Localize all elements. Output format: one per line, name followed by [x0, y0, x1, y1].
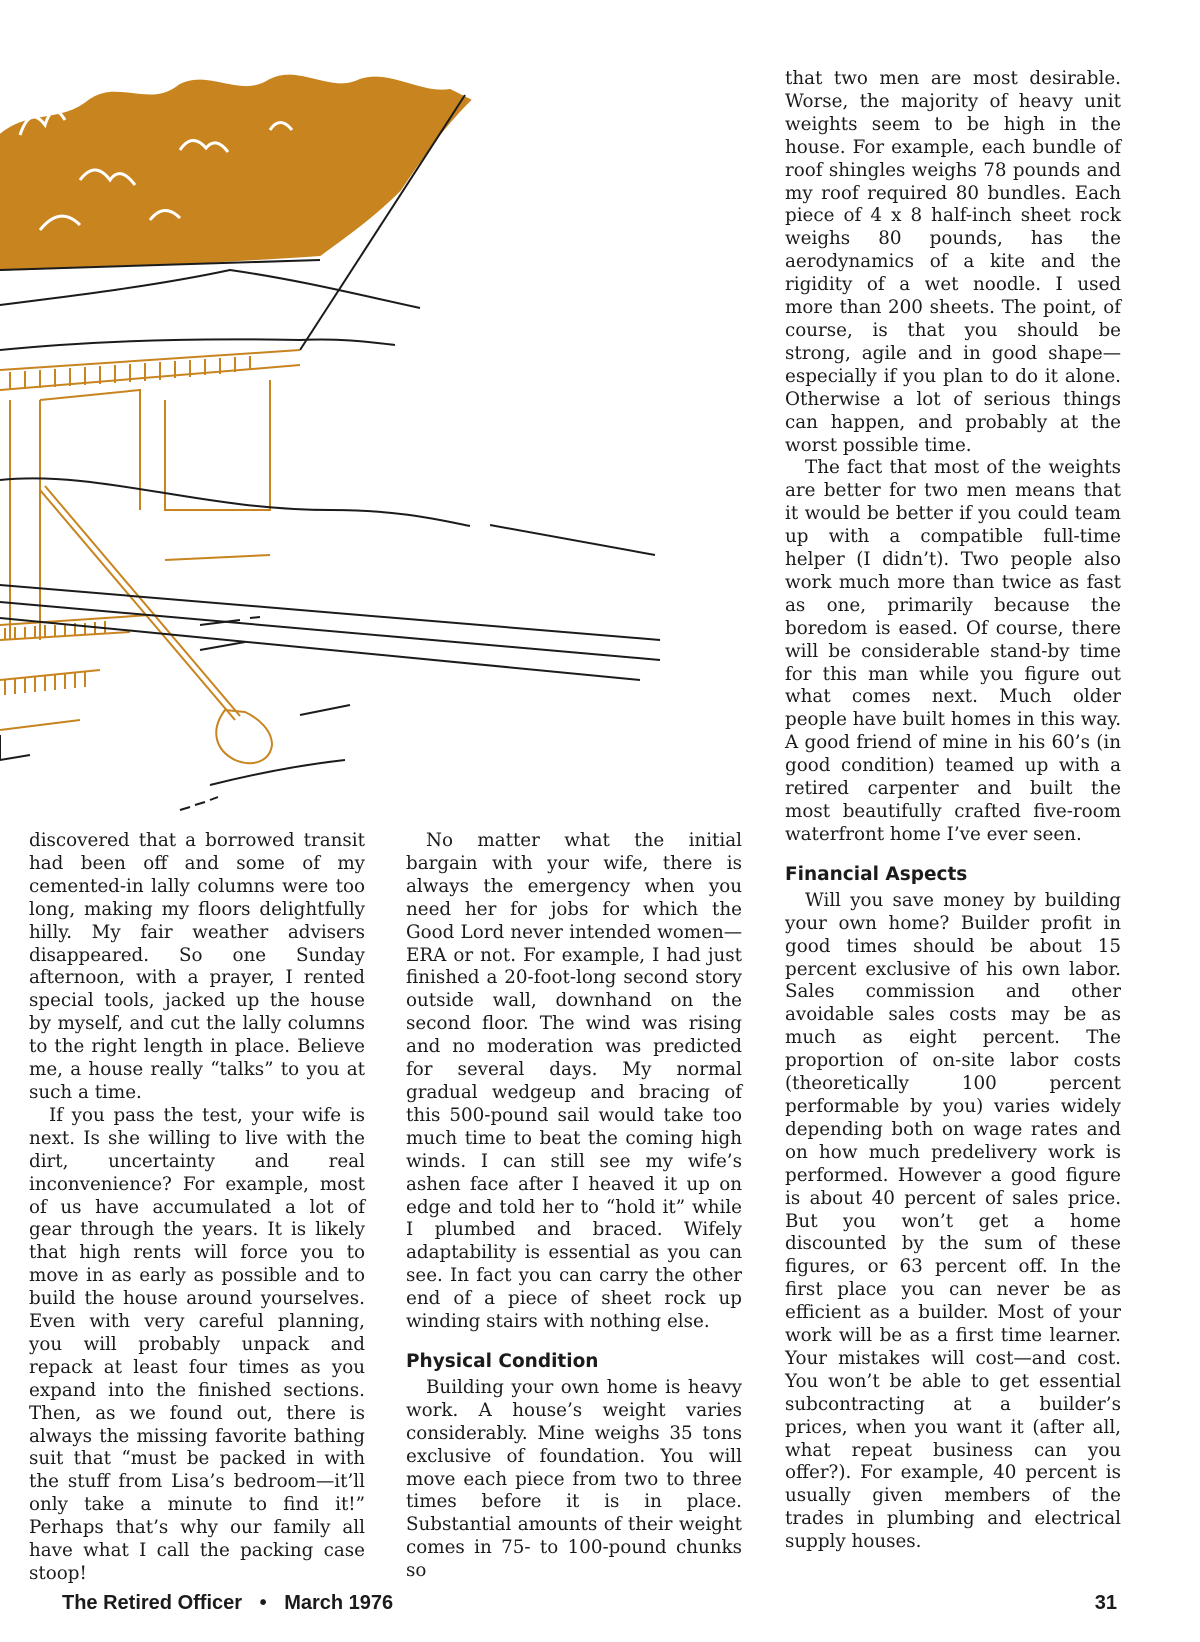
page-number: 31 — [1094, 1592, 1117, 1614]
paragraph: Will you save money by building your own home? Builder profit in good times should be about 15 percent exclusive of his own labor. Sales commission and other avoidable sales costs may be as much as eight percent. The proportion of on-site labor costs (theoretically 100 percent performable by you) varies widely depending both on wage rates and on how much predelivery work is performed. However a good figure is about 40 percent of sales price. But you won’t get a home discounted by the sum of these figures, or 63 percent off. In the first place you can never be as efficient as a builder. Most of your work will be as a first time learner. Your mistakes will cost—and cost. You won’t be able to get essential subcontracting at a builder’s prices, when you want it (after all, what repeat business can you offer?). For example, 40 percent is usually given members of the trades in plumbing and electrical supply houses. — [785, 889, 1121, 1553]
paragraph: No matter what the initial bargain with your wife, there is always the emergency when you need her for jobs for which the Good Lord never intended women—ERA or not. For example, I had just finished a 20-foot-long second story outside wall, downhand on the second floor. The wind was rising and no moderation was predicted for several days. My normal gradual wedgeup and bracing of this 500-pound sail would take too much time to beat the coming high winds. I can still see my wife’s ashen face after I heaved it up on edge and told her to “hold it” while I plumbed and braced. Wifely adaptability is essential as you can see. In fact you can carry the other end of a piece of sheet rock up winding stairs with nothing else. — [406, 830, 742, 1333]
footer-credit — [62, 1592, 393, 1615]
publication-name: The Retired Officer — [62, 1592, 243, 1614]
eave-band — [0, 350, 300, 390]
ground-lines — [0, 478, 660, 810]
issue-date: March 1976 — [284, 1592, 394, 1614]
paragraph: The fact that most of the weights are better for two men means that it would be better if you could team up with a compatible full-time helper (I didn’t). Two people also work much more than twice as fast as one, primarily because the boredom is eased. Of course, there will be considerable stand-by time for this man while you figure out what comes next. Much older people have built homes in this way. A good friend of mine in his 60’s (in good condition) teamed up with a retired carpenter and built the most beautifully crafted five-room waterfront home I’ve ever seen. — [785, 457, 1121, 845]
paragraph: discovered that a borrowed transit had been off and some of my cemented-in lally columns were too long, making my floors delightfully hilly. My fair weather advisers disappeared. So one Sunday afternoon, with a prayer, I rented special tools, jacked up the house by myself, and cut the lally columns to the right length in place. Believe me, a house really “talks” to you at such a time. — [29, 830, 365, 1103]
paragraph: If you pass the test, your wife is next. Is she willing to live with the dirt, uncertainty and real inconvenience? For example, most of us have accumulated a lot of gear through the years. It is likely that high rents will force you to move in as early as possible and to build the house around yourselves. Even with very careful planning, you will probably unpack and repack at least four times as you expand into the finished sections. Then, as we found out, there is always the missing favorite bathing suit that “must be packed in with the stuff from Lisa’s bedroom—it’ll only take a minute to find it!” Perhaps that’s why our family all have what I call the packing case stoop! — [29, 1104, 365, 1584]
paragraph: that two men are most desirable. Worse, the majority of heavy unit weights seem to be high in the house. For example, each bundle of roof shingles weighs 78 pounds and my roof required 80 bundles. Each piece of 4 x 8 half-inch sheet rock weighs 80 pounds, has the aerodynamics of a kite and the rigidity of a wet noodle. I used more than 200 sheets. The point, of course, is that you should be strong, agile and in good shape—especially if you plan to do it alone. Otherwise a lot of serious things can happen, and probably at the worst possible time. — [785, 68, 1121, 456]
foliage-drawing — [0, 76, 470, 270]
wall-framing — [0, 380, 272, 763]
article-column-2 — [406, 830, 742, 1583]
paragraph: Building your own home is heavy work. A house’s weight varies considerably. Mine weighs 35 tons exclusive of foundation. You will move each piece from two to three times before it is in place. Substantial amounts of their weight comes in 75- to 100-pound chunks so — [406, 1376, 742, 1582]
article-column-3 — [785, 68, 1121, 1554]
section-heading-financial-aspects: Financial Aspects — [785, 863, 968, 885]
article-column-1 — [29, 830, 365, 1586]
section-heading-physical-condition: Physical Condition — [406, 1350, 599, 1372]
footer-separator: • — [259, 1592, 267, 1614]
page-footer — [62, 1592, 1117, 1620]
house-construction-illustration — [0, 40, 720, 820]
